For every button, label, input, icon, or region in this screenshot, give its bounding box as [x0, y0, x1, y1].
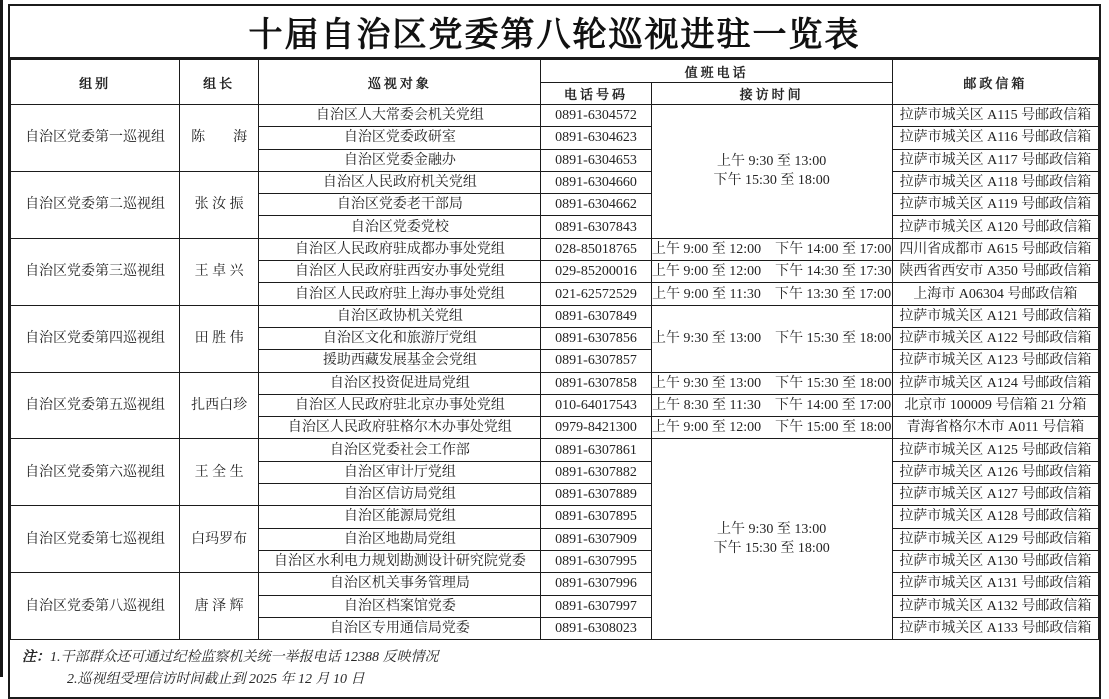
note-item: 1.干部群众还可通过纪检监察机关统一举报电话 12388 反映情况 [50, 650, 439, 666]
table-row [11, 105, 1099, 127]
note-line [22, 647, 1099, 669]
target-cell: 自治区党委社会工作部 [259, 439, 541, 461]
table-row [11, 171, 1099, 193]
postal-box-cell: 拉萨市城关区 A130 号邮政信箱 [892, 550, 1098, 572]
group-name-cell: 自治区党委第二巡视组 [11, 171, 180, 238]
visit-time-line: 上午 9:30 至 13:00 下午 15:30 至 18:00 [651, 375, 892, 391]
target-cell: 自治区人民政府驻西安办事处党组 [259, 261, 541, 283]
phone-cell: 0891-6307996 [541, 573, 651, 595]
phone-cell: 0979-8421300 [541, 417, 651, 439]
visit-time-cell [651, 238, 892, 260]
postal-box-cell: 拉萨市城关区 A118 号邮政信箱 [892, 171, 1098, 193]
visit-time-line: 上午 9:00 至 12:00 下午 14:00 至 17:00 [651, 241, 892, 257]
header-phone-number: 电话号码 [541, 83, 651, 105]
visit-time-line: 上午 9:30 至 13:00 [717, 154, 827, 170]
postal-box-cell: 四川省成都市 A615 号邮政信箱 [892, 238, 1098, 260]
phone-cell: 0891-6307857 [541, 350, 651, 372]
visit-time-line: 上午 9:30 至 13:00 下午 15:30 至 18:00 [651, 331, 892, 347]
phone-cell: 0891-6307861 [541, 439, 651, 461]
postal-box-cell: 拉萨市城关区 A115 号邮政信箱 [892, 105, 1098, 127]
target-cell: 自治区地勘局党组 [259, 528, 541, 550]
target-cell: 自治区党委党校 [259, 216, 541, 238]
table-body [11, 105, 1099, 640]
note [10, 640, 1099, 697]
table-row [11, 573, 1099, 595]
postal-box-cell: 拉萨市城关区 A131 号邮政信箱 [892, 573, 1098, 595]
postal-box-cell: 北京市 100009 号信箱 21 分箱 [892, 394, 1098, 416]
leader-name-cell: 王 卓 兴 [180, 238, 259, 305]
leader-name-cell: 田 胜 伟 [180, 305, 259, 372]
visit-time-line: 上午 9:00 至 12:00 下午 15:00 至 18:00 [651, 420, 892, 436]
target-cell: 自治区投资促进局党组 [259, 372, 541, 394]
postal-box-cell: 拉萨市城关区 A120 号邮政信箱 [892, 216, 1098, 238]
postal-box-cell: 拉萨市城关区 A132 号邮政信箱 [892, 595, 1098, 617]
header-row-1 [11, 60, 1099, 83]
phone-cell: 0891-6304660 [541, 171, 651, 193]
visit-time-cell [651, 417, 892, 439]
leader-name-cell: 扎西白珍 [180, 372, 259, 439]
group-name-cell: 自治区党委第三巡视组 [11, 238, 180, 305]
postal-box-cell: 拉萨市城关区 A126 号邮政信箱 [892, 461, 1098, 483]
visit-time-cell [651, 439, 892, 640]
visit-time-line: 上午 8:30 至 11:30 下午 14:00 至 17:00 [652, 398, 892, 413]
target-cell: 自治区信访局党组 [259, 484, 541, 506]
group-name-cell: 自治区党委第八巡视组 [11, 573, 180, 640]
leader-name-cell: 白玛罗布 [180, 506, 259, 573]
table-header [11, 60, 1099, 105]
table-row [11, 372, 1099, 394]
target-cell: 自治区能源局党组 [259, 506, 541, 528]
postal-box-cell: 拉萨市城关区 A133 号邮政信箱 [892, 617, 1098, 639]
group-name-cell: 自治区党委第四巡视组 [11, 305, 180, 372]
phone-cell: 0891-6304653 [541, 149, 651, 171]
target-cell: 自治区专用通信局党委 [259, 617, 541, 639]
postal-box-cell: 拉萨市城关区 A123 号邮政信箱 [892, 350, 1098, 372]
group-name-cell: 自治区党委第六巡视组 [11, 439, 180, 506]
target-cell: 自治区人大常委会机关党组 [259, 105, 541, 127]
header-duty-phone: 值班电话 [541, 60, 892, 83]
target-cell: 自治区审计厅党组 [259, 461, 541, 483]
visit-time-line: 上午 9:30 至 13:00 [717, 522, 827, 538]
visit-time-line: 上午 9:00 至 12:00 下午 14:30 至 17:30 [651, 264, 892, 280]
visit-time-line: 下午 15:30 至 18:00 [713, 541, 830, 557]
visit-time-cell [651, 394, 892, 416]
note-item: 2.巡视组受理信访时间截止到 2025 年 12 月 10 日 [67, 672, 365, 688]
leader-name-cell: 陈 海 [180, 105, 259, 172]
visit-time-line: 上午 9:00 至 11:30 下午 13:30 至 17:00 [652, 286, 892, 302]
leader-name-cell: 唐 泽 辉 [180, 573, 259, 640]
leader-name-cell: 张 汝 振 [180, 171, 259, 238]
header-leader: 组长 [180, 60, 259, 105]
phone-cell: 0891-6307997 [541, 595, 651, 617]
table-row [11, 506, 1099, 528]
phone-cell: 0891-6307843 [541, 216, 651, 238]
target-cell: 自治区人民政府驻格尔木办事处党组 [259, 417, 541, 439]
target-cell: 自治区机关事务管理局 [259, 573, 541, 595]
header-visit-time: 接访时间 [651, 83, 892, 105]
postal-box-cell: 拉萨市城关区 A117 号邮政信箱 [892, 149, 1098, 171]
target-cell: 自治区党委老干部局 [259, 194, 541, 216]
table-row [11, 238, 1099, 260]
phone-cell: 0891-6307995 [541, 550, 651, 572]
visit-time-cell [651, 283, 892, 305]
target-cell: 自治区文化和旅游厅党组 [259, 327, 541, 349]
inspection-table [10, 59, 1099, 640]
phone-cell: 0891-6307856 [541, 327, 651, 349]
phone-cell: 0891-6307889 [541, 484, 651, 506]
table-frame [8, 4, 1101, 699]
postal-box-cell: 拉萨市城关区 A128 号邮政信箱 [892, 506, 1098, 528]
visit-time-cell [651, 372, 892, 394]
group-name-cell: 自治区党委第七巡视组 [11, 506, 180, 573]
note-line [67, 669, 1099, 691]
phone-cell: 0891-6307858 [541, 372, 651, 394]
target-cell: 自治区档案馆党委 [259, 595, 541, 617]
phone-cell: 0891-6307849 [541, 305, 651, 327]
postal-box-cell: 拉萨市城关区 A127 号邮政信箱 [892, 484, 1098, 506]
phone-cell: 0891-6307909 [541, 528, 651, 550]
group-name-cell: 自治区党委第一巡视组 [11, 105, 180, 172]
phone-cell: 029-85200016 [541, 261, 651, 283]
table-row [11, 439, 1099, 461]
table-row [11, 305, 1099, 327]
phone-cell: 021-62572529 [541, 283, 651, 305]
postal-box-cell: 青海省格尔木市 A011 号信箱 [892, 417, 1098, 439]
visit-time-cell [651, 105, 892, 239]
phone-cell: 0891-6308023 [541, 617, 651, 639]
target-cell: 援助西藏发展基金会党组 [259, 350, 541, 372]
phone-cell: 0891-6307882 [541, 461, 651, 483]
phone-cell: 010-64017543 [541, 394, 651, 416]
header-group: 组别 [11, 60, 180, 105]
group-name-cell: 自治区党委第五巡视组 [11, 372, 180, 439]
phone-cell: 0891-6307895 [541, 506, 651, 528]
page-title: 十届自治区党委第八轮巡视进驻一览表 [10, 6, 1099, 59]
phone-cell: 0891-6304572 [541, 105, 651, 127]
phone-cell: 0891-6304662 [541, 194, 651, 216]
header-target: 巡视对象 [259, 60, 541, 105]
postal-box-cell: 拉萨市城关区 A125 号邮政信箱 [892, 439, 1098, 461]
phone-cell: 028-85018765 [541, 238, 651, 260]
header-postal-box: 邮政信箱 [892, 60, 1098, 105]
visit-time-cell [651, 261, 892, 283]
target-cell: 自治区人民政府机关党组 [259, 171, 541, 193]
postal-box-cell: 上海市 A06304 号邮政信箱 [892, 283, 1098, 305]
page-edge-bar [0, 0, 3, 677]
postal-box-cell: 拉萨市城关区 A124 号邮政信箱 [892, 372, 1098, 394]
note-label: 注： [22, 650, 50, 666]
visit-time-cell [651, 305, 892, 372]
target-cell: 自治区人民政府驻上海办事处党组 [259, 283, 541, 305]
visit-time-line: 下午 15:30 至 18:00 [713, 173, 830, 189]
postal-box-cell: 拉萨市城关区 A129 号邮政信箱 [892, 528, 1098, 550]
target-cell: 自治区人民政府驻成都办事处党组 [259, 238, 541, 260]
target-cell: 自治区党委金融办 [259, 149, 541, 171]
postal-box-cell: 拉萨市城关区 A122 号邮政信箱 [892, 327, 1098, 349]
postal-box-cell: 拉萨市城关区 A119 号邮政信箱 [892, 194, 1098, 216]
target-cell: 自治区水利电力规划勘测设计研究院党委 [259, 550, 541, 572]
postal-box-cell: 陕西省西安市 A350 号邮政信箱 [892, 261, 1098, 283]
target-cell: 自治区党委政研室 [259, 127, 541, 149]
leader-name-cell: 王 全 生 [180, 439, 259, 506]
postal-box-cell: 拉萨市城关区 A121 号邮政信箱 [892, 305, 1098, 327]
postal-box-cell: 拉萨市城关区 A116 号邮政信箱 [892, 127, 1098, 149]
target-cell: 自治区政协机关党组 [259, 305, 541, 327]
phone-cell: 0891-6304623 [541, 127, 651, 149]
target-cell: 自治区人民政府驻北京办事处党组 [259, 394, 541, 416]
